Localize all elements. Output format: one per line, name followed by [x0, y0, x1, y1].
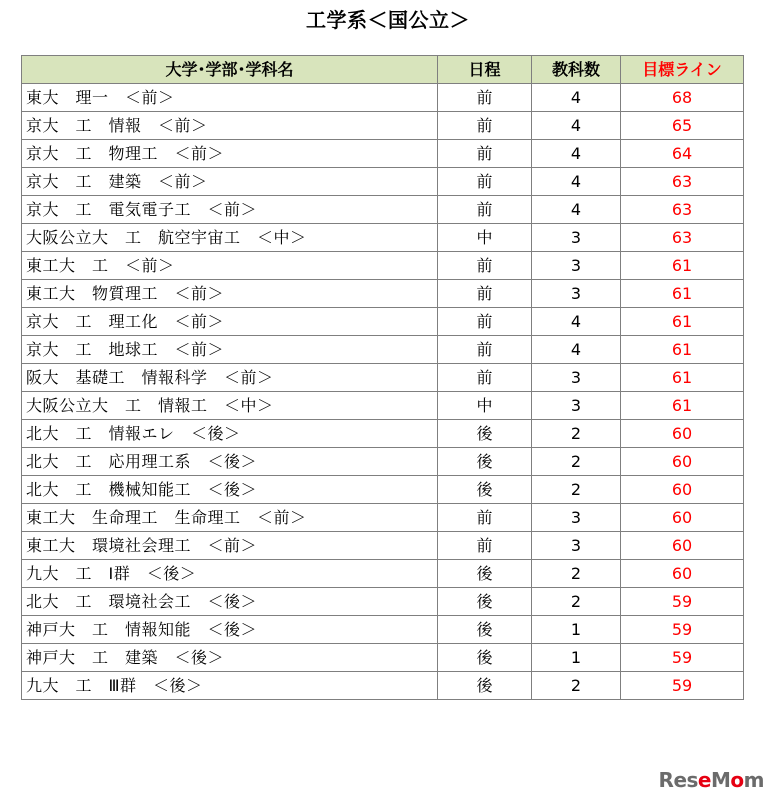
cell-subjects: 3 [532, 364, 621, 392]
table-row [22, 364, 744, 392]
table-row [22, 672, 744, 700]
table-row [22, 308, 744, 336]
cell-schedule: 前 [438, 280, 532, 308]
table-row [22, 644, 744, 672]
cell-schedule: 前 [438, 504, 532, 532]
cell-schedule: 前 [438, 308, 532, 336]
cell-subjects: 1 [532, 616, 621, 644]
table-row [22, 392, 744, 420]
cell-subjects: 4 [532, 84, 621, 112]
cell-subjects: 4 [532, 168, 621, 196]
cell-target: 63 [621, 224, 744, 252]
cell-target: 61 [621, 336, 744, 364]
cell-subjects: 2 [532, 560, 621, 588]
cell-name: 北大 工 応用理工系 ＜後＞ [22, 448, 438, 476]
cell-schedule: 後 [438, 476, 532, 504]
cell-subjects: 2 [532, 476, 621, 504]
cell-subjects: 4 [532, 308, 621, 336]
cell-schedule: 後 [438, 448, 532, 476]
cell-name: 大阪公立大 工 情報工 ＜中＞ [22, 392, 438, 420]
header-subjects: 教科数 [532, 56, 621, 84]
cell-name: 京大 工 電気電子工 ＜前＞ [22, 196, 438, 224]
cell-name: 京大 工 建築 ＜前＞ [22, 168, 438, 196]
table-row [22, 280, 744, 308]
cell-target: 60 [621, 504, 744, 532]
cell-subjects: 3 [532, 504, 621, 532]
cell-schedule: 前 [438, 168, 532, 196]
cell-schedule: 前 [438, 84, 532, 112]
cell-target: 61 [621, 364, 744, 392]
table-row [22, 252, 744, 280]
cell-schedule: 前 [438, 336, 532, 364]
cell-schedule: 前 [438, 112, 532, 140]
cell-subjects: 2 [532, 420, 621, 448]
table-row [22, 84, 744, 112]
cell-name: 東大 理一 ＜前＞ [22, 84, 438, 112]
cell-name: 神戸大 工 情報知能 ＜後＞ [22, 616, 438, 644]
cell-schedule: 中 [438, 224, 532, 252]
table-body [22, 84, 744, 700]
cell-name: 京大 工 情報 ＜前＞ [22, 112, 438, 140]
cell-schedule: 前 [438, 364, 532, 392]
page-title: 工学系＜国公立＞ [306, 8, 470, 32]
table-row [22, 140, 744, 168]
cell-target: 63 [621, 168, 744, 196]
cell-schedule: 後 [438, 588, 532, 616]
cell-name: 北大 工 環境社会工 ＜後＞ [22, 588, 438, 616]
cell-subjects: 3 [532, 252, 621, 280]
cell-subjects: 3 [532, 392, 621, 420]
cell-subjects: 3 [532, 532, 621, 560]
cell-schedule: 前 [438, 140, 532, 168]
cell-name: 京大 工 地球工 ＜前＞ [22, 336, 438, 364]
cell-target: 63 [621, 196, 744, 224]
cell-schedule: 後 [438, 644, 532, 672]
table-row [22, 420, 744, 448]
cell-name: 阪大 基礎工 情報科学 ＜前＞ [22, 364, 438, 392]
cell-target: 60 [621, 532, 744, 560]
cell-schedule: 後 [438, 616, 532, 644]
cell-target: 59 [621, 644, 744, 672]
cell-schedule: 後 [438, 420, 532, 448]
cell-name: 京大 工 理工化 ＜前＞ [22, 308, 438, 336]
cell-subjects: 1 [532, 644, 621, 672]
cell-subjects: 4 [532, 112, 621, 140]
cell-subjects: 2 [532, 672, 621, 700]
cell-schedule: 前 [438, 532, 532, 560]
cell-target: 61 [621, 280, 744, 308]
cell-schedule: 中 [438, 392, 532, 420]
cell-target: 59 [621, 672, 744, 700]
cell-name: 九大 工 Ⅰ群 ＜後＞ [22, 560, 438, 588]
cell-subjects: 3 [532, 224, 621, 252]
table-row [22, 336, 744, 364]
cell-target: 65 [621, 112, 744, 140]
cell-target: 64 [621, 140, 744, 168]
cell-target: 61 [621, 252, 744, 280]
table-row [22, 476, 744, 504]
cell-schedule: 前 [438, 252, 532, 280]
cell-schedule: 前 [438, 196, 532, 224]
table-row [22, 196, 744, 224]
table-row [22, 168, 744, 196]
header-target: 目標ライン [621, 56, 744, 84]
cell-schedule: 後 [438, 672, 532, 700]
cell-name: 九大 工 Ⅲ群 ＜後＞ [22, 672, 438, 700]
cell-name: 京大 工 物理工 ＜前＞ [22, 140, 438, 168]
cell-name: 神戸大 工 建築 ＜後＞ [22, 644, 438, 672]
cell-subjects: 4 [532, 196, 621, 224]
table-row [22, 224, 744, 252]
table-row [22, 504, 744, 532]
cell-target: 60 [621, 420, 744, 448]
cell-name: 大阪公立大 工 航空宇宙工 ＜中＞ [22, 224, 438, 252]
cell-name: 北大 工 機械知能工 ＜後＞ [22, 476, 438, 504]
table-row [22, 112, 744, 140]
cell-name: 東工大 環境社会理工 ＜前＞ [22, 532, 438, 560]
cell-target: 61 [621, 392, 744, 420]
cell-target: 68 [621, 84, 744, 112]
table-header-row [22, 56, 744, 84]
cell-target: 60 [621, 560, 744, 588]
cell-target: 61 [621, 308, 744, 336]
cell-subjects: 4 [532, 140, 621, 168]
cell-target: 59 [621, 588, 744, 616]
table-row [22, 560, 744, 588]
table-row [22, 588, 744, 616]
cell-name: 東工大 工 ＜前＞ [22, 252, 438, 280]
cell-name: 東工大 物質理工 ＜前＞ [22, 280, 438, 308]
cell-subjects: 2 [532, 448, 621, 476]
ranking-table [21, 55, 744, 700]
table-row [22, 532, 744, 560]
cell-schedule: 後 [438, 560, 532, 588]
cell-name: 東工大 生命理工 生命理工 ＜前＞ [22, 504, 438, 532]
cell-target: 59 [621, 616, 744, 644]
cell-target: 60 [621, 476, 744, 504]
table-row [22, 616, 744, 644]
cell-name: 北大 工 情報エレ ＜後＞ [22, 420, 438, 448]
resemom-logo: ReseMom [658, 768, 764, 792]
cell-subjects: 4 [532, 336, 621, 364]
cell-subjects: 3 [532, 280, 621, 308]
table-row [22, 448, 744, 476]
cell-target: 60 [621, 448, 744, 476]
header-name: 大学･学部･学科名 [22, 56, 438, 84]
cell-subjects: 2 [532, 588, 621, 616]
header-schedule: 日程 [438, 56, 532, 84]
